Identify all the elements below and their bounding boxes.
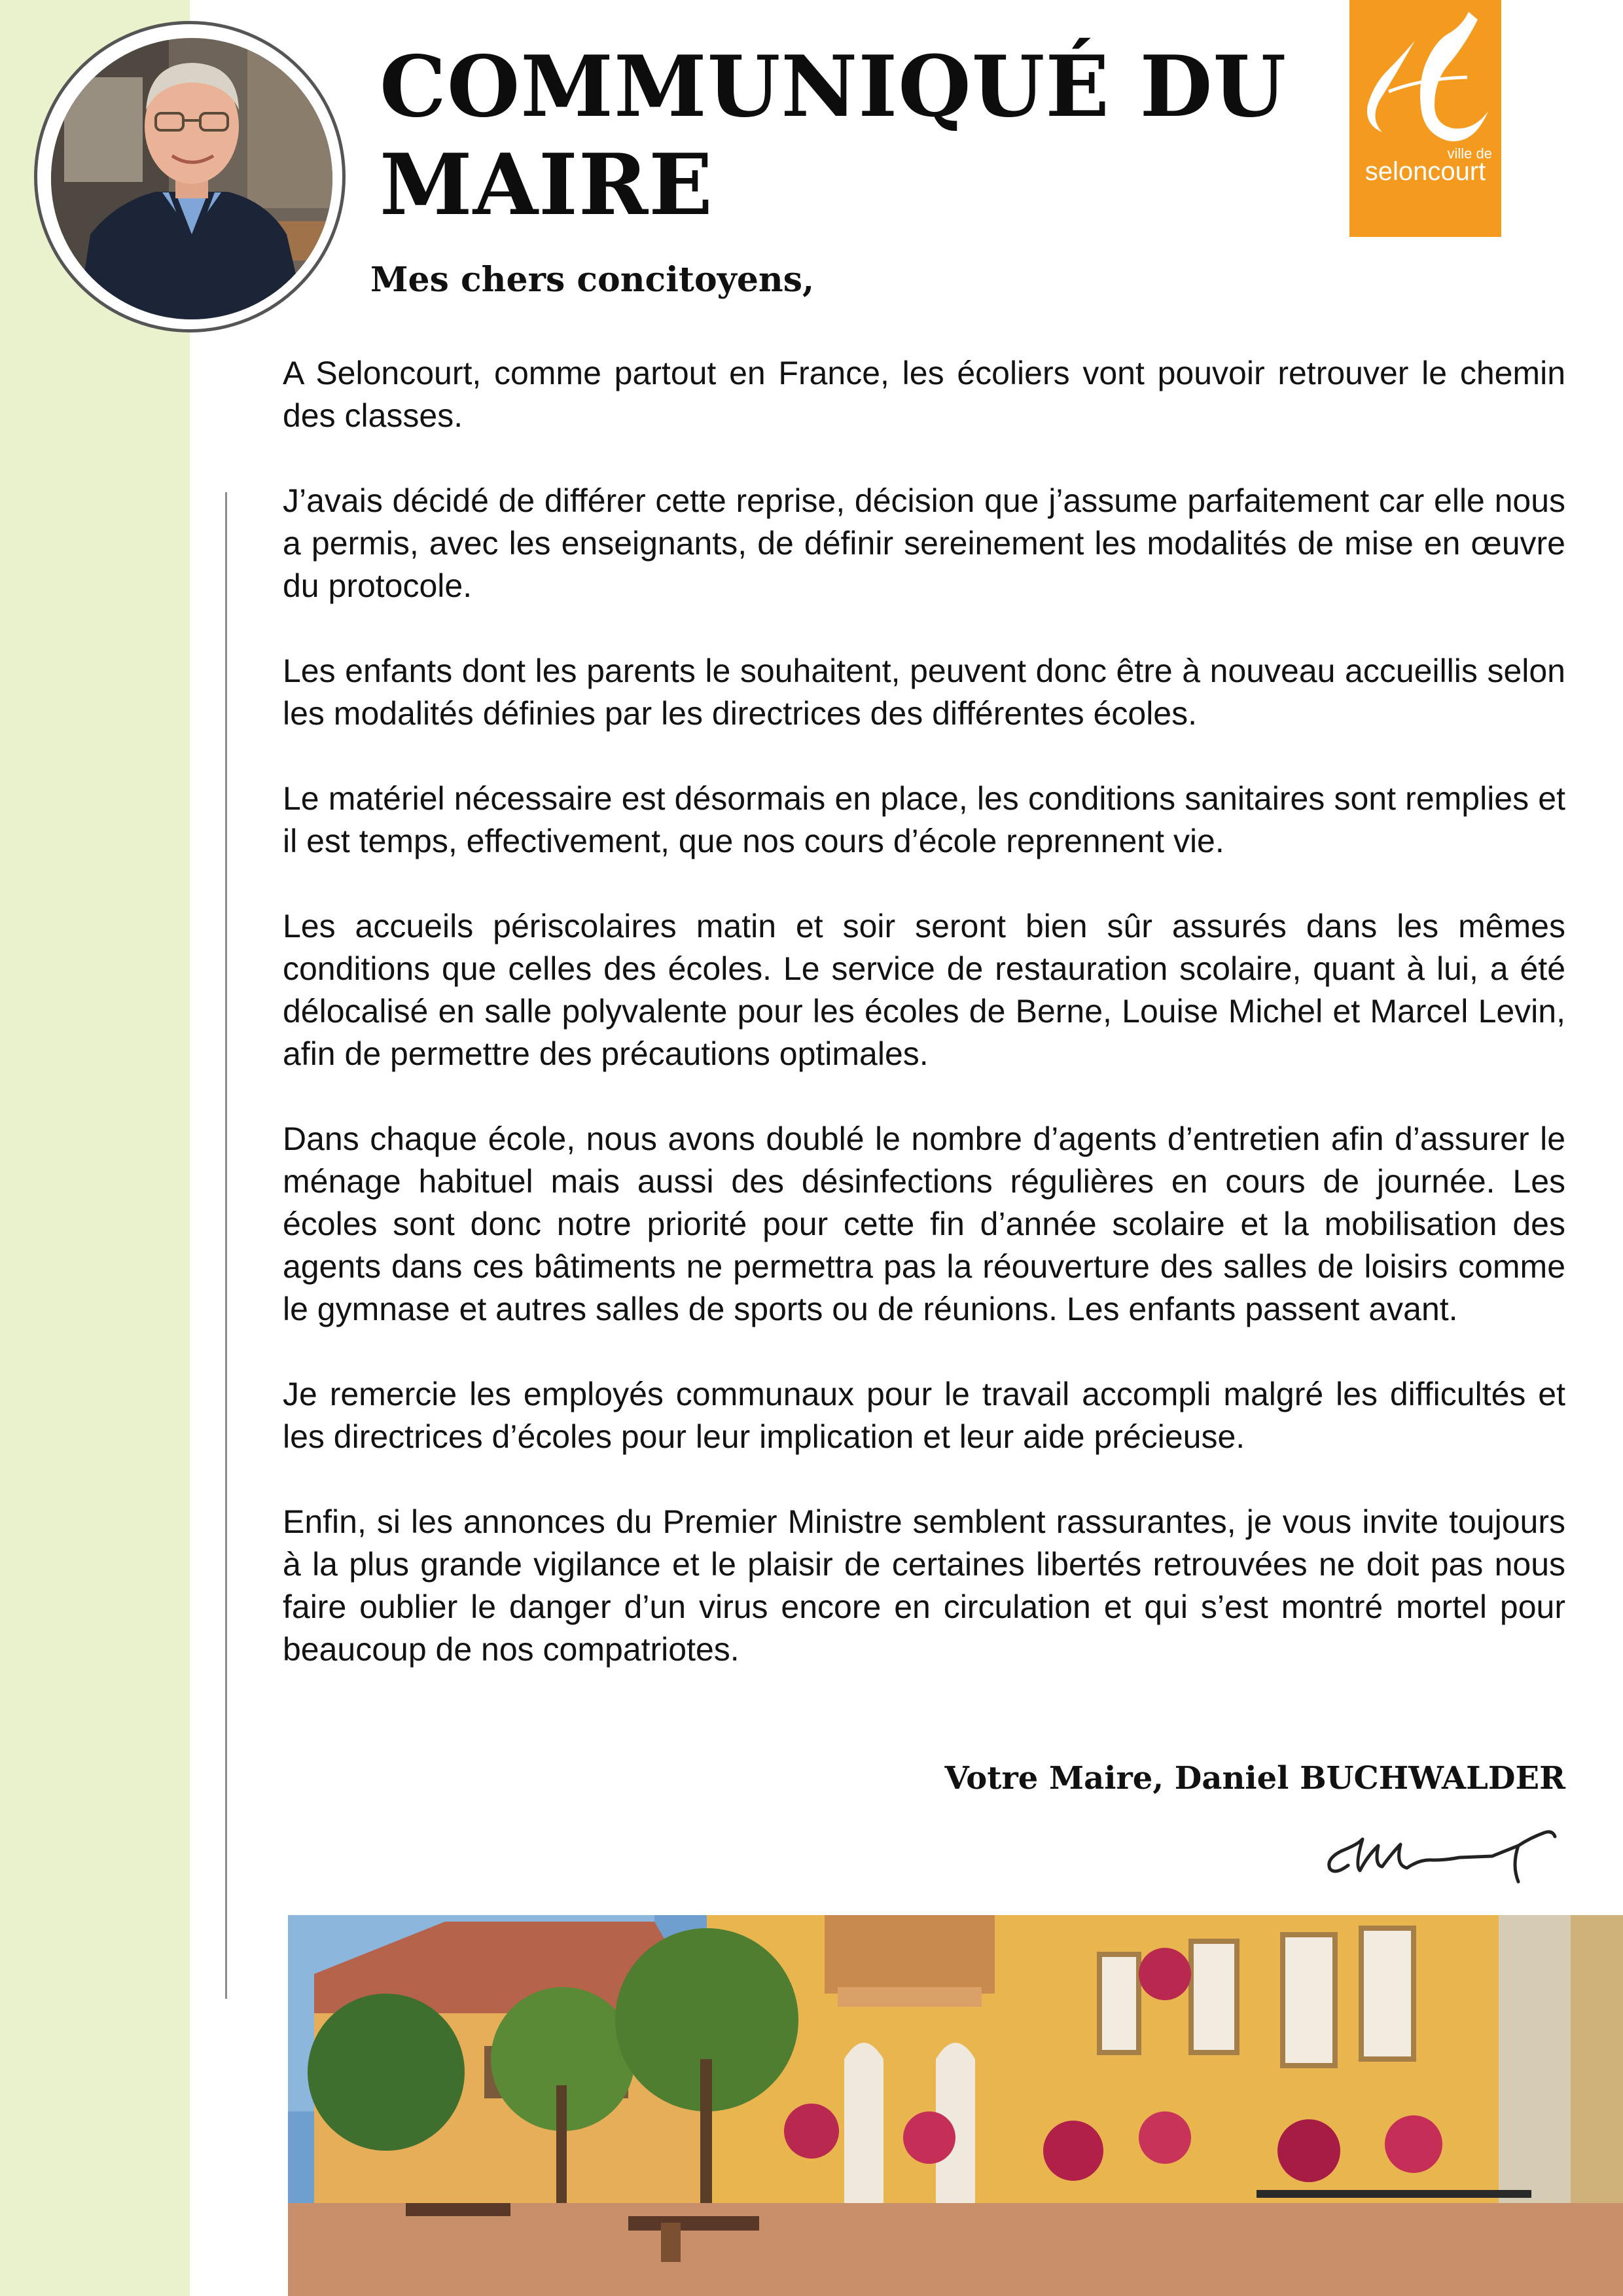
paragraph-4: Le matériel nécessaire est désormais en place, les conditions sanitaires sont remplies et il est temps, effectivement, que nos cours d’école reprennent vie.: [283, 780, 1565, 859]
title-line-1: COMMUNIQUÉ DU: [380, 38, 1287, 136]
seloncourt-logo: [1349, 0, 1501, 237]
title-line-2: MAIRE: [380, 136, 713, 234]
vertical-rule: [225, 492, 227, 1999]
left-sidebar-band: [0, 0, 190, 2296]
swan-icon: [1349, 0, 1501, 237]
letter-body: [283, 352, 1565, 1713]
mayor-portrait: [51, 38, 332, 319]
logo-town-name: seloncourt: [1364, 157, 1486, 186]
logo-caption: ville de: [1447, 145, 1492, 162]
paragraph-3: Les enfants dont les parents le souhaitent, peuvent donc être à nouveau accueillis selon les modalités définies par les directrices des différentes écoles.: [283, 653, 1565, 732]
page-title: [380, 38, 1296, 234]
greeting: Mes chers concitoyens,: [370, 260, 815, 300]
paragraph-5: Les accueils périscolaires matin et soir seront bien sûr assurés dans les mêmes conditions que celles des écoles. Le service de restauration scolaire, quant à lui, a été délocalisé en salle polyvalente pour les écoles de Berne, Louise Michel et Marcel Levin, afin de permettre des précautions optimales.: [283, 908, 1565, 1072]
paragraph-6: Dans chaque école, nous avons doublé le nombre d’agents d’entretien afin d’assurer le ménage habituel mais aussi des désinfections régulières en cours de journée. Les écoles sont donc notre priorité pour cette fin d’année scolaire et la mobilisation des agents dans ces bâtiments ne permettra pas la réouverture des salles de loisirs comme le gymnase et autres salles de sports ou de réunions. Les enfants passent avant.: [283, 1121, 1565, 1327]
paragraph-1: A Seloncourt, comme partout en France, les écoliers vont pouvoir retrouver le chemin des classes.: [283, 355, 1565, 434]
paragraph-2: J’avais décidé de différer cette reprise, décision que j’assume parfaitement car elle nous a permis, avec les enseignants, de définir sereinement les modalités de mise en œuvre du protocole.: [283, 482, 1565, 604]
paragraph-8: Enfin, si les annonces du Premier Ministre semblent rassurantes, je vous invite toujours à la plus grande vigilance et le plaisir de certaines libertés retrouvées ne doit pas nous faire oublier le danger d’un virus encore en circulation et qui s’est montré mortel pour beaucoup de nos compatriotes.: [283, 1503, 1565, 1668]
paragraph-7: Je remercie les employés communaux pour le travail accompli malgré les difficultés et les directrices d’écoles pour leur implication et leur aide précieuse.: [283, 1376, 1565, 1455]
town-hall-photo: [288, 1915, 1623, 2296]
handwritten-signature: [1322, 1820, 1571, 1895]
signature-line: Votre Maire, Daniel BUCHWALDER: [944, 1760, 1565, 1797]
